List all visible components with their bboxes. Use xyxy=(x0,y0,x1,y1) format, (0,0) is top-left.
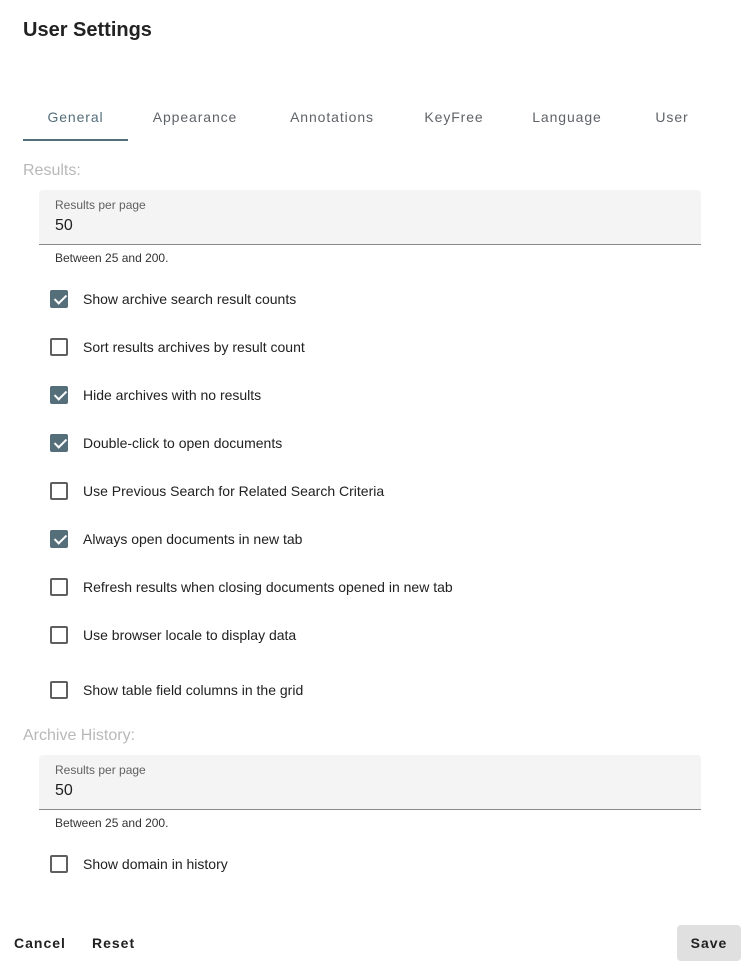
cancel-button[interactable]: Cancel xyxy=(14,935,66,951)
results-per-page-input[interactable] xyxy=(55,215,675,237)
archive-history-section-label: Archive History: xyxy=(23,727,136,744)
checkbox-label: Double-click to open documents xyxy=(83,435,283,451)
results-section-label: Results: xyxy=(23,162,81,179)
checkbox-refresh-results[interactable] xyxy=(50,577,453,597)
checkbox-label: Use browser locale to display data xyxy=(83,627,297,643)
checkbox-sort-results-archives[interactable] xyxy=(50,337,305,357)
tab-language[interactable]: Language xyxy=(532,109,602,125)
checkbox-use-previous-search[interactable] xyxy=(50,481,384,501)
checkbox-checked-icon[interactable] xyxy=(50,290,68,308)
checkbox-unchecked-icon[interactable] xyxy=(50,578,68,596)
checkbox-show-archive-search-result-counts[interactable] xyxy=(50,289,296,309)
tab-user[interactable]: User xyxy=(655,109,689,125)
checkbox-unchecked-icon[interactable] xyxy=(50,338,68,356)
history-results-per-page-field[interactable] xyxy=(39,755,701,810)
history-results-per-page-hint: Between 25 and 200. xyxy=(55,816,169,830)
history-results-per-page-label: Results per page xyxy=(55,763,146,777)
checkbox-double-click-open[interactable] xyxy=(50,433,282,453)
checkbox-unchecked-icon[interactable] xyxy=(50,482,68,500)
checkbox-label: Show domain in history xyxy=(83,856,228,872)
checkbox-checked-icon[interactable] xyxy=(50,434,68,452)
checkbox-show-domain-in-history[interactable] xyxy=(50,854,228,874)
tab-general[interactable]: General xyxy=(47,109,104,125)
checkbox-hide-archives-no-results[interactable] xyxy=(50,385,261,405)
results-per-page-label: Results per page xyxy=(55,198,146,212)
active-tab-indicator xyxy=(23,139,128,141)
checkbox-unchecked-icon[interactable] xyxy=(50,855,68,873)
checkbox-show-table-field-columns[interactable] xyxy=(50,680,303,700)
reset-button[interactable]: Reset xyxy=(92,935,136,951)
checkbox-always-open-new-tab[interactable] xyxy=(50,529,302,549)
checkbox-label: Show archive search result counts xyxy=(83,291,297,307)
checkbox-checked-icon[interactable] xyxy=(50,530,68,548)
checkbox-checked-icon[interactable] xyxy=(50,386,68,404)
checkbox-label: Refresh results when closing documents opened in new tab xyxy=(83,579,453,595)
checkbox-label: Use Previous Search for Related Search Criteria xyxy=(83,483,385,499)
checkbox-browser-locale[interactable] xyxy=(50,625,296,645)
dialog-title: User Settings xyxy=(23,19,152,41)
save-button[interactable]: Save xyxy=(677,925,741,961)
checkbox-label: Always open documents in new tab xyxy=(83,531,303,547)
checkbox-unchecked-icon[interactable] xyxy=(50,681,68,699)
checkbox-label: Hide archives with no results xyxy=(83,387,262,403)
history-results-per-page-input[interactable] xyxy=(55,780,675,802)
tab-appearance[interactable]: Appearance xyxy=(152,109,238,125)
checkbox-label: Sort results archives by result count xyxy=(83,339,305,355)
tab-bar xyxy=(23,96,728,141)
results-per-page-field[interactable] xyxy=(39,190,701,245)
results-per-page-hint: Between 25 and 200. xyxy=(55,251,169,265)
tab-annotations[interactable]: Annotations xyxy=(290,109,374,125)
checkbox-unchecked-icon[interactable] xyxy=(50,626,68,644)
tab-keyfree[interactable]: KeyFree xyxy=(424,109,484,125)
checkbox-label: Show table field columns in the grid xyxy=(83,682,304,698)
